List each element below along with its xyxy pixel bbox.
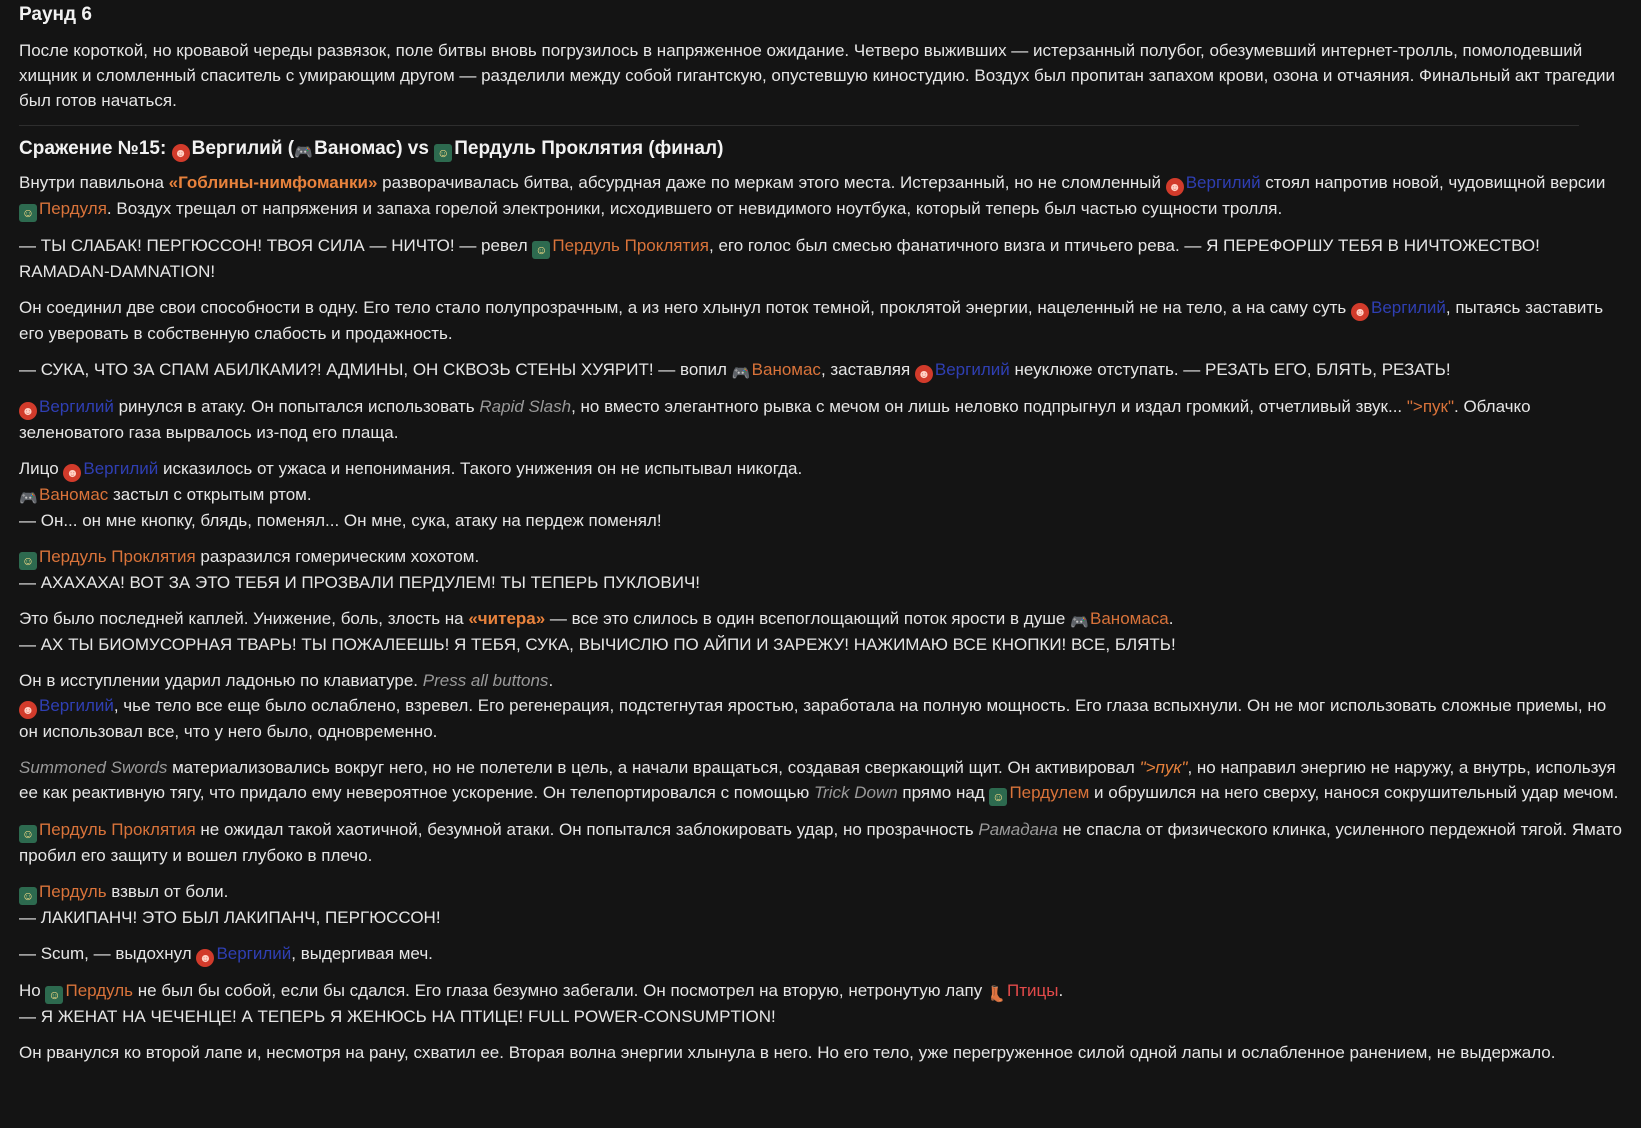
pavilion-name: «Гоблины-нимфоманки»	[168, 173, 378, 192]
text-run: , чье тело все еще было ослаблено, взревел. Его регенерация, подстегнутая яростью, заработала на полную мощность. Его глаза вспыхнули. Он не мог использовать сложные приемы, но он использовал все, что у него было, одновременно.	[19, 696, 1607, 741]
intro-paragraph: После короткой, но кровавой череды развязок, поле битвы вновь погрузилось в напряженное ожидание. Четверо выживших — истерзанный полубог, обезумевший интернет-тролль, помолодевший хищник и сломленный спаситель с умирающим другом — разделили между собой гигантскую, опустевшую киностудию. Воздух был пропитан запахом крови, озона и отчаяния. Финальный акт трагедии был готов начаться.	[19, 41, 1616, 110]
command-name: Press all buttons	[422, 671, 549, 690]
text-run: неуклюже отступать. — РЕЗАТЬ ЕГО, БЛЯТЬ, РЕЗАТЬ!	[1009, 360, 1451, 379]
story-paragraph-7	[19, 544, 1622, 595]
battle-fighter-b: Пердуль Проклятия (финал)	[454, 138, 724, 159]
technologist-icon: ☺	[45, 986, 63, 1004]
skill-name: Trick Down	[813, 783, 898, 802]
text-run: , заставляя	[820, 360, 915, 379]
gamepad-icon: 🎮	[294, 144, 313, 161]
devil-face-icon: ☻	[915, 365, 933, 383]
text-run: разворачивалась битва, абсурдная даже по меркам этого места. Истерзанный, но не сломленный	[377, 173, 1166, 192]
text-run: — Он... он мне кнопку, блядь, поменял... Он мне, сука, атаку на пердеж поменял!	[19, 511, 662, 530]
text-run: , его голос был смесью фанатичного визга и птичьего рева. — Я ПЕРЕФОРШУ ТЕБЯ В НИЧТОЖЕСТВО! RAMADAN-DAMNATION!	[19, 236, 1540, 281]
fart-sound: ">пук"	[1139, 758, 1188, 777]
text-run: Он соединил две свои способности в одну. Его тело стало полупрозрачным, а из него хлынул поток темной, проклятой энергии, нацеленный не на тело, а на саму суть	[19, 298, 1352, 317]
story-paragraph-13	[19, 941, 1622, 967]
name-vanomas: Ваномас	[39, 485, 109, 504]
technologist-icon: ☺	[19, 204, 37, 222]
text-run: .	[1058, 981, 1064, 1000]
text-run: Это было последней каплей. Унижение, боль, злость на	[19, 609, 469, 628]
text-run: взвыл от боли.	[106, 882, 229, 901]
text-run: . Облачко зеленоватого газа вырвалось из-под его плаща.	[19, 397, 1531, 442]
skill-name: Рамадана	[978, 820, 1058, 839]
technologist-icon: ☺	[19, 825, 37, 843]
technologist-icon: ☺	[19, 552, 37, 570]
name-vanomas: Ваномас	[751, 360, 821, 379]
name-vergil: Вергилий	[83, 459, 159, 478]
text-run: не был бы собой, если бы сдался. Его глаза безумно забегали. Он посмотрел на вторую, нетронутую лапу	[133, 981, 987, 1000]
story-paragraph-8	[19, 606, 1622, 657]
text-run: материализовались вокруг него, но не полетели в цель, а начали вращаться, создавая сверкающий щит. Он активировал	[167, 758, 1140, 777]
devil-face-icon: ☻	[172, 144, 190, 162]
technologist-icon: ☺	[434, 144, 452, 162]
gamepad-icon: 🎮	[731, 365, 751, 382]
story-paragraph-4	[19, 357, 1622, 383]
name-perdul-curse: Пердуль Проклятия	[39, 820, 196, 839]
devil-face-icon: ☻	[1166, 178, 1184, 196]
text-run: , но направил энергию не наружу, а внутрь, используя ее как реактивную тягу, что придало ему невероятное ускорение. Он телепортировался с помощью	[19, 758, 1616, 802]
story-paragraph-2	[19, 233, 1622, 284]
technologist-icon: ☺	[19, 887, 37, 905]
text-run: — СУКА, ЧТО ЗА СПАМ АБИЛКАМИ?! АДМИНЫ, ОН СКВОЗЬ СТЕНЫ ХУЯРИТ! — вопил	[19, 360, 732, 379]
name-vergil: Вергилий	[934, 360, 1010, 379]
story-paragraph-15: Он рванулся ко второй лапе и, несмотря на рану, схватил ее. Вторая волна энергии хлынула в него. Но его тело, уже перегруженное силой одной лапы и ослабленное ранением, не выдержало.	[19, 1043, 1556, 1062]
text-run: — Scum, — выдохнул	[19, 944, 197, 963]
story-paragraph-14	[19, 978, 1622, 1029]
text-run: .	[548, 671, 554, 690]
text-run: стоял напротив новой, чудовищной версии	[1260, 173, 1606, 192]
text-run: застыл с открытым ртом.	[108, 485, 312, 504]
name-vergil: Вергилий	[39, 397, 114, 416]
gamepad-icon: 🎮	[19, 490, 38, 507]
text-run: — ЛАКИПАНЧ! ЭТО БЫЛ ЛАКИПАНЧ, ПЕРГЮССОН!	[19, 908, 441, 927]
story-paragraph-9	[19, 668, 1622, 744]
technologist-icon: ☺	[532, 241, 550, 259]
battle-fighter-a: Вергилий (	[191, 138, 295, 159]
text-run: , пытаясь заставить его уверовать в собственную слабость и продажность.	[19, 298, 1604, 343]
name-perdul: Пердуль	[39, 882, 107, 901]
fart-sound: ">пук"	[1406, 397, 1455, 416]
name-bird: Птицы	[1007, 981, 1059, 1000]
text-run: Внутри павильона	[19, 173, 169, 192]
text-run: — Я ЖЕНАТ НА ЧЕЧЕНЦЕ! А ТЕПЕРЬ Я ЖЕНЮСЬ НА ПТИЦЕ! FULL POWER-CONSUMPTION!	[19, 1007, 776, 1026]
devil-face-icon: ☻	[196, 949, 214, 967]
technologist-icon: ☺	[989, 788, 1007, 806]
gamepad-icon: 🎮	[1070, 614, 1089, 631]
text-run: , выдергивая меч.	[291, 944, 433, 963]
name-vergil: Вергилий	[216, 944, 292, 963]
name-vergil: Вергилий	[1185, 173, 1261, 192]
text-run: и обрушился на него сверху, нанося сокрушительный удар мечом.	[1089, 783, 1619, 802]
text-run: Он в исступлении ударил ладонью по клавиатуре.	[19, 671, 423, 690]
devil-face-icon: ☻	[19, 701, 37, 719]
skill-name: Rapid Slash	[479, 397, 572, 416]
text-run: .	[1168, 609, 1174, 628]
name-vergil: Вергилий	[1371, 298, 1446, 317]
section-divider	[19, 125, 1579, 126]
text-run: — ТЫ СЛАБАК! ПЕРГЮССОН! ТВОЯ СИЛА — НИЧТО! — ревел	[19, 236, 533, 255]
name-perdul: Пердулем	[1009, 783, 1090, 802]
name-perdul-curse: Пердуль Проклятия	[552, 236, 709, 255]
story-paragraph-6	[19, 456, 1622, 533]
story-paragraph-5	[19, 394, 1622, 445]
devil-face-icon: ☻	[19, 402, 37, 420]
text-run: — АХАХАХА! ВОТ ЗА ЭТО ТЕБЯ И ПРОЗВАЛИ ПЕРДУЛЕМ! ТЫ ТЕПЕРЬ ПУКЛОВИЧ!	[19, 573, 701, 592]
cheater-word: «читера»	[468, 609, 546, 628]
story-paragraph-1	[19, 170, 1622, 222]
text-run: не спасла от физического клинка, усиленного пердежной тягой. Ямато пробил его защиту и вошел глубоко в плечо.	[19, 820, 1622, 865]
story-paragraph-3	[19, 295, 1622, 346]
name-perdul-curse: Пердуль Проклятия	[39, 547, 196, 566]
name-perdul: Пердуля	[39, 199, 107, 218]
text-run: , но вместо элегантного рывка с мечом он лишь неловко подпрыгнул и издал громкий, отчетливый звук...	[571, 397, 1407, 416]
story-paragraph-11	[19, 817, 1622, 868]
text-run: ринулся в атаку. Он попытался использовать	[113, 397, 480, 416]
name-vanomas: Ваномаса	[1090, 609, 1169, 628]
devil-face-icon: ☻	[63, 464, 81, 482]
round-title: Раунд 6	[19, 4, 92, 25]
text-run: — АХ ТЫ БИОМУСОРНАЯ ТВАРЬ! ТЫ ПОЖАЛЕЕШЬ! Я ТЕБЯ, СУКА, ВЫЧИСЛЮ ПО АЙПИ И ЗАРЕЖУ! НАЖИМАЮ ВСЕ КНОПКИ! ВСЕ, БЛЯТЬ!	[19, 635, 1176, 654]
devil-face-icon: ☻	[1351, 303, 1369, 321]
story-paragraph-12	[19, 879, 1622, 930]
text-run: — все это слилось в один всепоглощающий поток ярости в душе	[545, 609, 1071, 628]
story-paragraph-10	[19, 755, 1622, 806]
battle-prefix: Сражение №15:	[19, 138, 172, 159]
name-vergil: Вергилий	[39, 696, 114, 715]
name-perdul: Пердуль	[65, 981, 134, 1000]
battle-fighter-a-player: Ваномас) vs	[314, 138, 435, 159]
text-run: . Воздух трещал от напряжения и запаха горелой электроники, исходившего от невидимого ноутбука, который теперь был частью сущности тролля.	[106, 199, 1283, 218]
text-run: Но	[19, 981, 46, 1000]
text-run: прямо над	[897, 783, 990, 802]
skill-name: Summoned Swords	[19, 758, 168, 777]
text-run: разразился гомерическим хохотом.	[195, 547, 480, 566]
text-run: исказилось от ужаса и непонимания. Такого унижения он не испытывал никогда.	[158, 459, 803, 478]
battle-title	[19, 136, 1622, 162]
text-run: Лицо	[19, 459, 64, 478]
text-run: не ожидал такой хаотичной, безумной атаки. Он попытался заблокировать удар, но прозрачность	[195, 820, 979, 839]
boot-icon: 👢	[987, 986, 1006, 1003]
